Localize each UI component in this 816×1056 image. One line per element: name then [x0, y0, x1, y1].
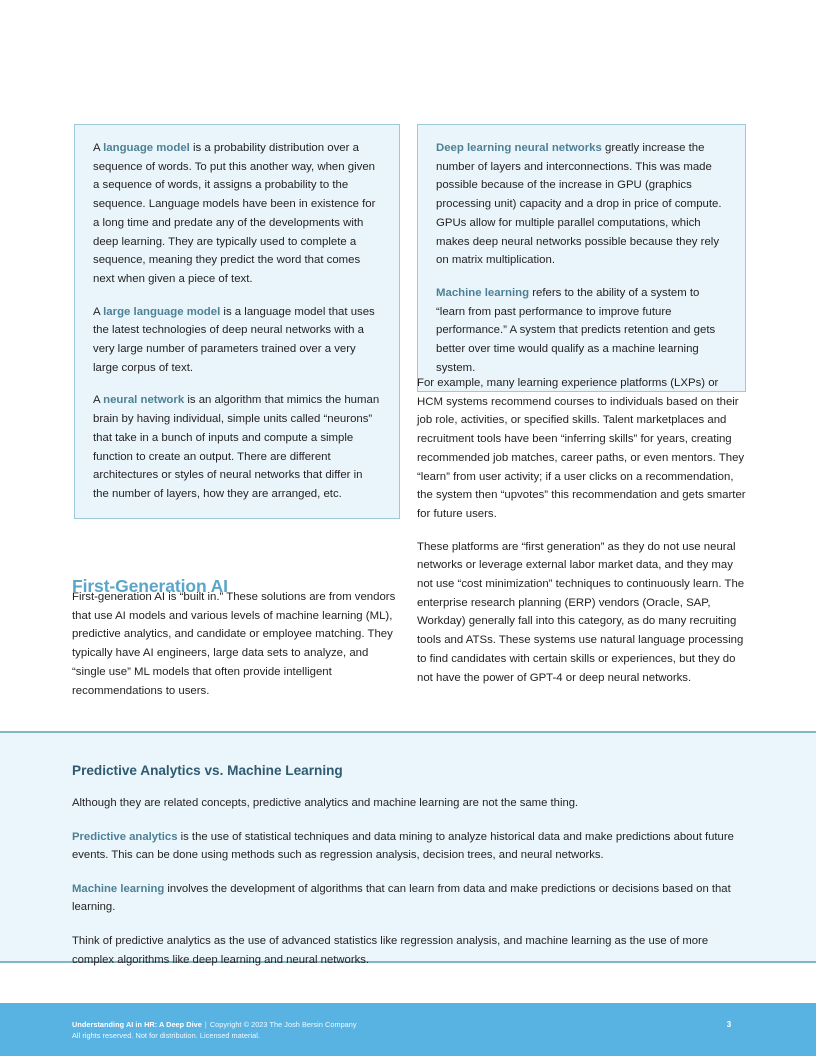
- panel-title: Predictive Analytics vs. Machine Learning: [72, 763, 343, 778]
- definitions-callout-right: [417, 124, 746, 392]
- body-paragraph: First-generation AI is “built in.” These solutions are from vendors that use AI models and various levels of machine learning (ML), predictive analytics, and candidate or employee matching. They typically have AI engineers, large data sets to analyze, and “single use” ML models that often provide intelligent recommendations to users.: [72, 591, 396, 697]
- glossary-term: language model: [103, 142, 190, 154]
- body-paragraph: These platforms are “first generation” as they do not use neural networks or leverage external labor market data, and they may not use “cost minimization” techniques to continuously learn. The enterprise research planning (ERP) vendors (Oracle, SAP, Workday) generally fall into this category, as do many recruiting tools and ATSs. These systems use natural language processing to find candidates with certain skills or experiences, but they do not have the power of GPT-4 or deep neural networks.: [417, 540, 745, 684]
- footer-rights-notice: All rights reserved. Not for distribution. Licensed material.: [72, 1031, 260, 1041]
- panel-paragraph: Although they are related concepts, predictive analytics and machine learning are not the same thing.: [72, 797, 579, 809]
- left-column-body-text: [72, 588, 402, 714]
- glossary-term: Deep learning neural networks: [436, 142, 602, 154]
- paragraph-body: is a probability distribution over a sequence of words. To put this another way, when given a sequence of words, it assigns a probability to the sequence. Language models have been in existence for a long time and predate any of the developments with deep learning. They are typically used to complete a sequence, meaning they predict the word that comes next when given a piece of text.: [93, 142, 376, 285]
- predictive-analytics-panel: [0, 731, 816, 966]
- paragraph-lead: A: [93, 394, 104, 407]
- footer-credits: [72, 1019, 357, 1042]
- footer-copyright: Copyright © 2023 The Josh Bersin Company: [209, 1020, 357, 1029]
- callout-paragraph: [93, 303, 381, 378]
- paragraph-body: involves the development of algorithms that can learn from data and make predictions or decisions based on that learning.: [72, 882, 731, 914]
- page-number: 3: [726, 1020, 732, 1029]
- body-paragraph: For example, many learning experience platforms (LXPs) or HCM systems recommend courses to individuals based on their job role, activities, or specified skills. Talent marketplaces and recruitment tools have been “inferring skills” for years, creating recommended job matches, career paths, or even mentors. They “learn” from user activity; if a user clicks on a recommendation, the system then “upvotes” this recommendation and gets smarter for future users.: [417, 377, 746, 520]
- glossary-term: large language model: [103, 305, 221, 318]
- panel-paragraph: [72, 880, 748, 917]
- glossary-term: neural network: [103, 394, 185, 407]
- glossary-term: Machine learning: [72, 882, 165, 895]
- callout-paragraph: [93, 139, 381, 289]
- panel-paragraph: Think of predictive analytics as the use of advanced statistics like regression analysis, and machine learning as the use of more complex algorithms like deep learning and neural networks.: [72, 934, 709, 966]
- right-column: [417, 124, 746, 392]
- callout-paragraph: [436, 284, 727, 378]
- paragraph-body: refers to the ability of a system to “learn from past performance to improve future performance.” A system that predicts retention and gets better over time would qualify as a machine learning system.: [436, 286, 716, 374]
- page-footer: [0, 1003, 816, 1056]
- paragraph-body: greatly increase the number of layers and interconnections. This was made possible because of the increase in GPU (graphics processing unit) capacity and a drop in price of compute. GPUs allow for multiple parallel computations, which makes deep neural networks possible because they rely on matrix multiplication.: [436, 142, 722, 267]
- section-heading: First-Generation AI: [72, 575, 228, 596]
- paragraph-body: is a language model that uses the latest technologies of deep neural networks with a very large number of parameters trained over a very large corpus of text.: [93, 305, 375, 374]
- glossary-term: Machine learning: [436, 286, 530, 299]
- panel-paragraph: [72, 828, 748, 865]
- right-column-body-text: [417, 374, 747, 701]
- paragraph-body: is an algorithm that mimics the human brain by having individual, simple units called “neurons” that take in a bunch of inputs and compute a simple function to create an output. There are different architectures or styles of neural networks that differ in the number of layers, how they are arranged, etc.: [93, 394, 380, 500]
- panel-content: [72, 763, 748, 969]
- paragraph-lead: A: [93, 142, 104, 154]
- callout-paragraph: [93, 391, 381, 503]
- callout-paragraph: [436, 139, 727, 270]
- left-column: [74, 124, 400, 519]
- footer-document-title: Understanding AI in HR: A Deep Dive: [72, 1020, 202, 1029]
- glossary-term: Predictive analytics: [72, 830, 178, 843]
- footer-separator: |: [204, 1020, 207, 1029]
- definitions-callout-left: [74, 124, 400, 519]
- paragraph-body: is the use of statistical techniques and data mining to analyze historical data and make predictions about future events. This can be done using methods such as regression analysis, decision trees, and neural networks.: [72, 830, 734, 862]
- paragraph-lead: A: [93, 305, 104, 318]
